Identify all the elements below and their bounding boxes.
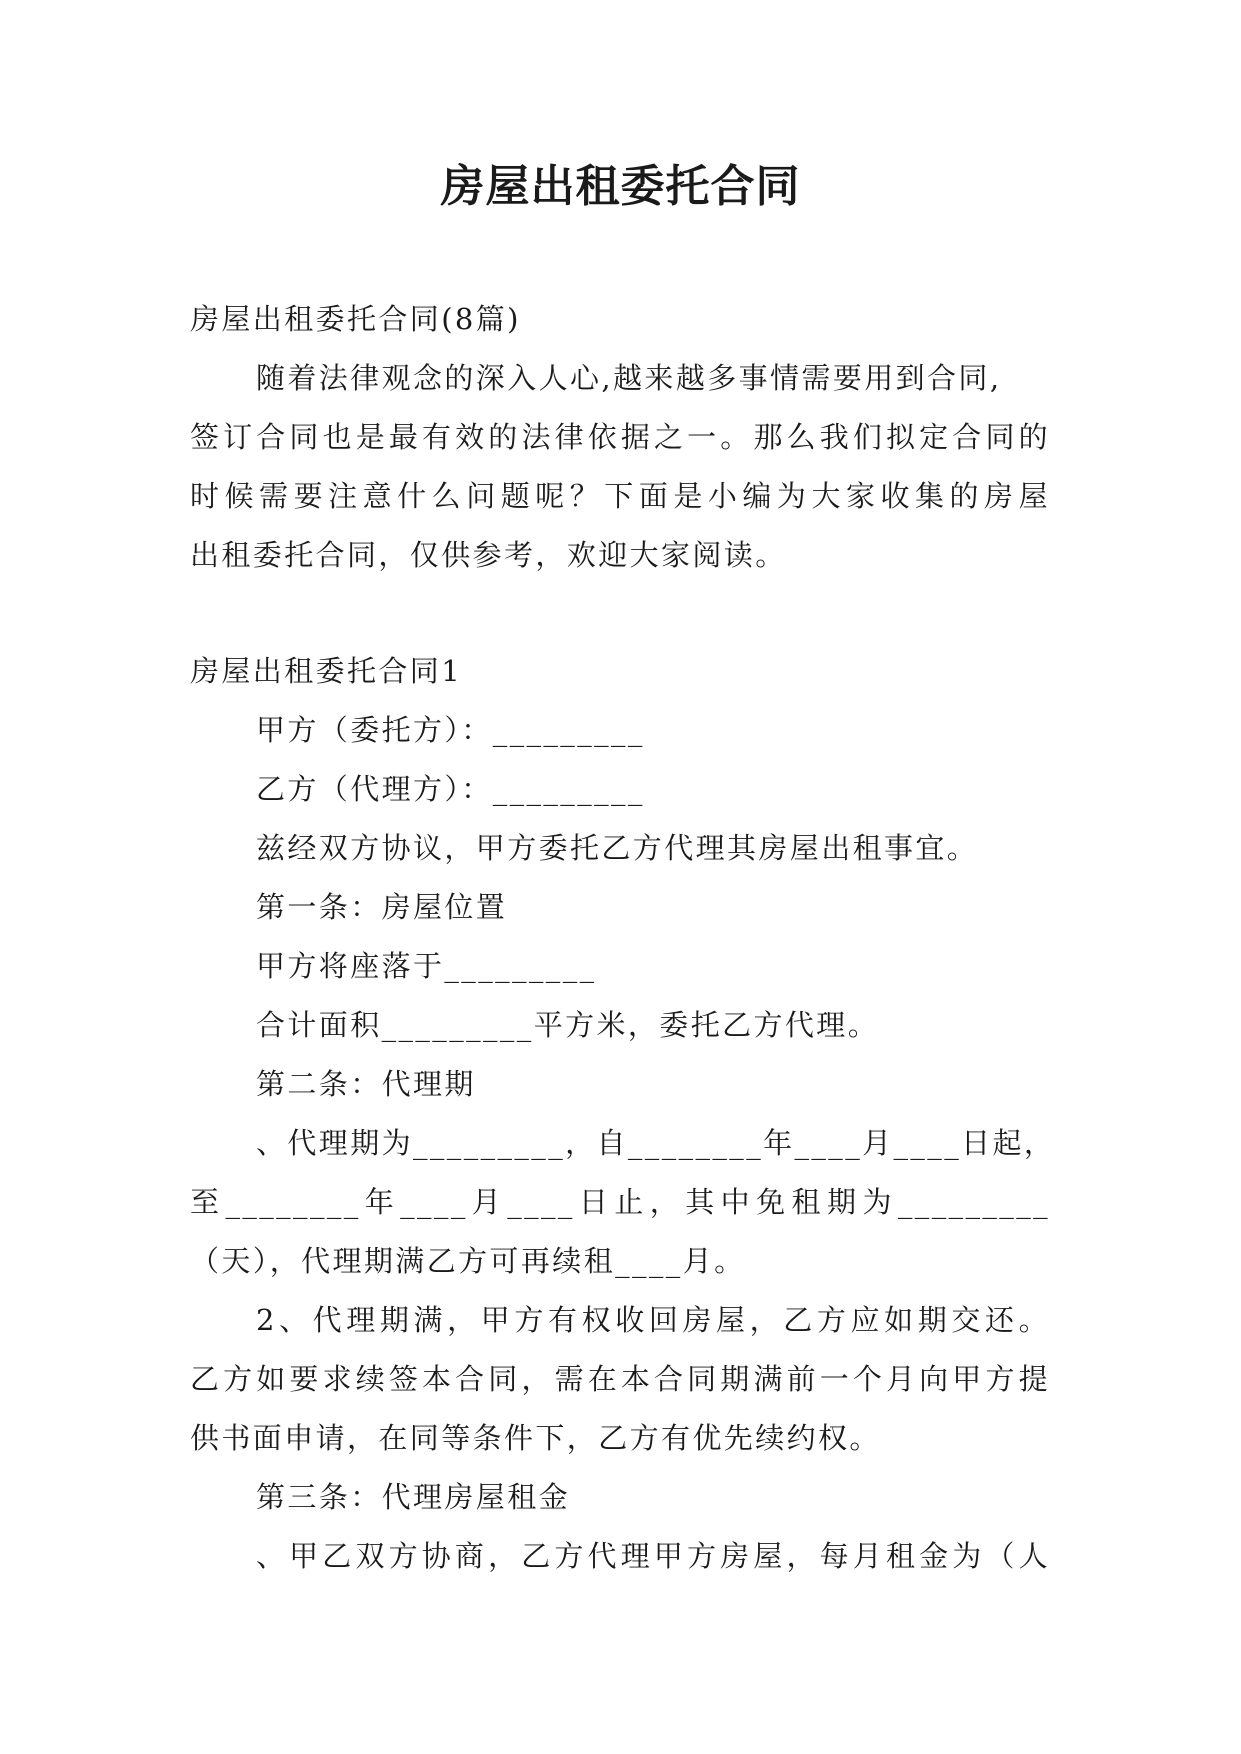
party-a-line: 甲方（委托方）：_________ xyxy=(256,713,645,747)
intro-line-1: 随着法律观念的深入人心,越来越多事情需要用到合同, xyxy=(256,361,1002,395)
area-line: 合计面积_________平方米，委托乙方代理。 xyxy=(256,1008,880,1042)
intro-line-2: 签订合同也是最有效的法律依据之一。那么我们拟定合同的 xyxy=(190,420,1050,454)
term-line-3: （天），代理期满乙方可再续租____月。 xyxy=(190,1244,746,1278)
contract-heading: 房屋出租委托合同1 xyxy=(190,654,463,688)
term-line-1: 、代理期为_________，自________年____月____日起， xyxy=(256,1126,1056,1160)
document-title: 房屋出租委托合同 xyxy=(440,161,801,212)
party-b-line: 乙方（代理方）：_________ xyxy=(256,772,645,806)
location-line: 甲方将座落于_________ xyxy=(256,949,597,983)
article-2-heading: 第二条：代理期 xyxy=(256,1067,476,1101)
intro-line-3: 时候需要注意什么问题呢？下面是小编为大家收集的房屋 xyxy=(190,479,1050,513)
paragraph-gap xyxy=(190,585,1050,642)
expiry-line-1: 2、代理期满，甲方有权收回房屋，乙方应如期交还。 xyxy=(256,1303,1050,1337)
intro-line-4: 出租委托合同，仅供参考，欢迎大家阅读。 xyxy=(190,538,787,572)
document-body xyxy=(190,290,1056,1586)
rent-line-1: 、甲乙双方协商，乙方代理甲方房屋，每月租金为（人 xyxy=(256,1539,1050,1573)
document-subtitle: 房屋出租委托合同(8篇) xyxy=(190,302,521,336)
article-1-heading: 第一条：房屋位置 xyxy=(256,890,508,924)
expiry-line-2: 乙方如要求续签本合同，需在本合同期满前一个月向甲方提 xyxy=(190,1362,1050,1396)
article-3-heading: 第三条：代理房屋租金 xyxy=(256,1480,571,1514)
term-line-2: 至________年____月____日止，其中免租期为_________ xyxy=(190,1185,1050,1219)
agreement-line: 兹经双方协议，甲方委托乙方代理其房屋出租事宜。 xyxy=(256,831,979,865)
expiry-line-3: 供书面申请，在同等条件下，乙方有优先续约权。 xyxy=(190,1421,881,1455)
